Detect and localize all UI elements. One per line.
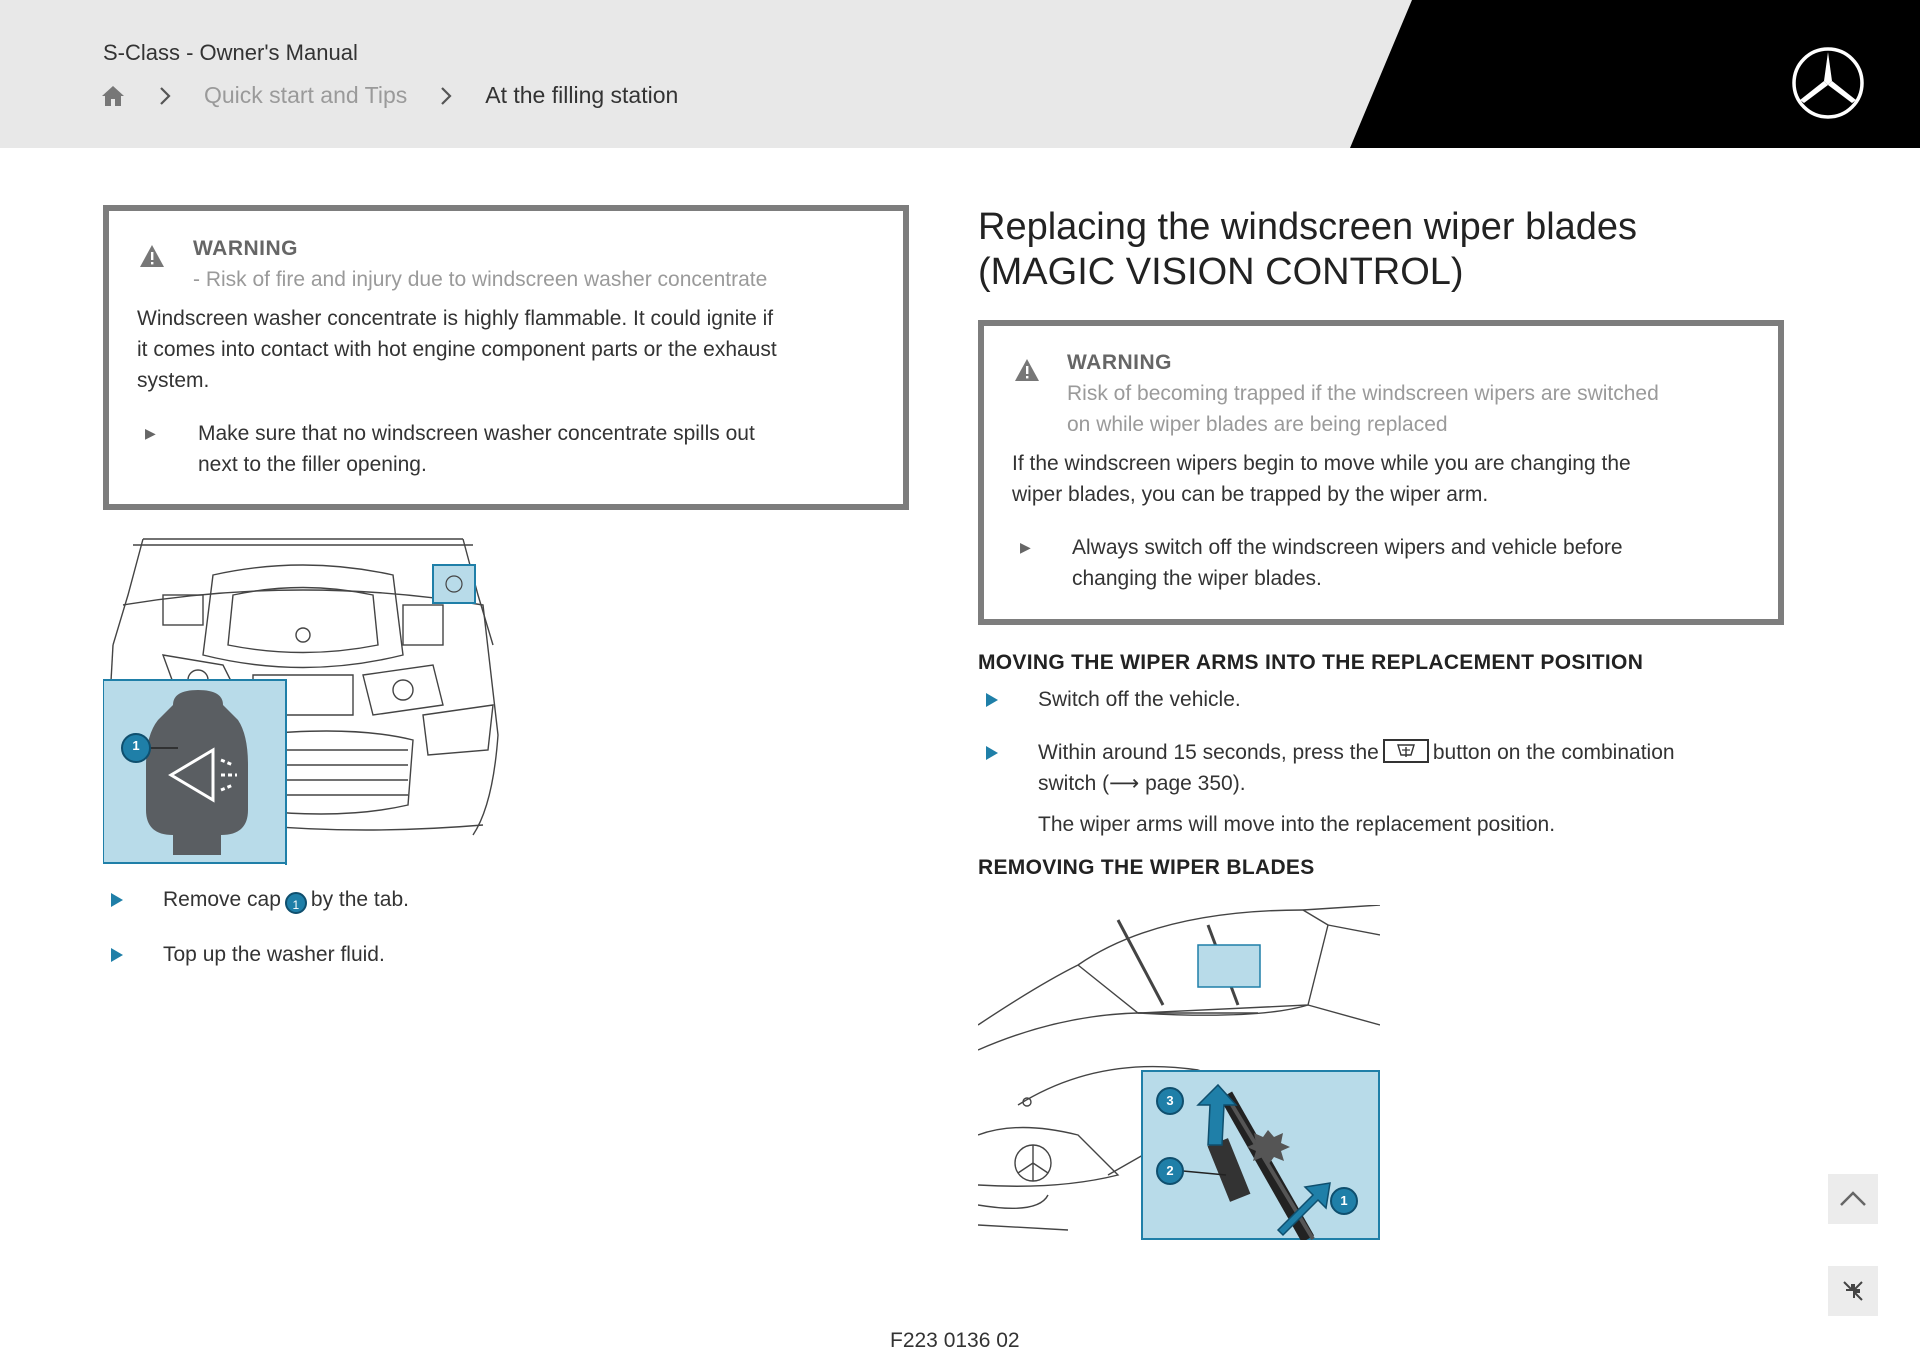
wiper-blade-illustration xyxy=(978,905,1380,1240)
bullet-arrow-icon: ▶ xyxy=(1020,539,1031,555)
chevron-right-icon xyxy=(156,85,174,107)
mercedes-star-logo[interactable] xyxy=(1790,45,1866,121)
warning-body: If the windscreen wipers begin to move while you are changing the wiper blades, you can be trapped by the wiper arm. xyxy=(1012,452,1631,506)
subheading-replacement-position: MOVING THE WIPER ARMS INTO THE REPLACEMENT POSITION xyxy=(978,651,1644,674)
section-title: Replacing the windscreen wiper blades (MAGIC VISION CONTROL) xyxy=(978,206,1638,293)
callout-number: 1 xyxy=(132,738,140,753)
callout-badge: 1 xyxy=(285,892,307,914)
manual-title: S-Class - Owner's Manual xyxy=(103,40,358,65)
callout-number: 2 xyxy=(1166,1163,1174,1178)
subheading-removing-blades: REMOVING THE WIPER BLADES xyxy=(978,856,1315,879)
collapse-arrows-icon xyxy=(1840,1278,1866,1304)
result-replacement-position: The wiper arms will move into the replacement position. xyxy=(1038,813,1556,836)
warning-subtitle: - Risk of fire and injury due to windscreen washer concentrate xyxy=(193,268,768,291)
bullet-arrow-icon: ▶ xyxy=(145,425,156,441)
engine-bay-illustration xyxy=(103,535,503,865)
warning-title: WARNING xyxy=(193,237,298,260)
warning-action: Make sure that no windscreen washer concentrate spills out next to the filler opening. xyxy=(198,422,755,476)
figure-code: F223 0136 02 xyxy=(890,1329,1020,1352)
callout-number: 3 xyxy=(1166,1093,1174,1108)
warning-triangle-icon xyxy=(139,244,165,268)
step-switch-off: Switch off the vehicle. xyxy=(1038,688,1241,711)
step-arrow-icon xyxy=(985,692,999,708)
breadcrumb-link-quick-start[interactable]: Quick start and Tips xyxy=(204,82,408,108)
step-arrow-icon xyxy=(110,892,124,908)
step-arrow-icon xyxy=(110,947,124,963)
warning-action: Always switch off the windscreen wipers and vehicle before changing the wiper blades. xyxy=(1072,536,1623,590)
wiper-button-icon xyxy=(1383,739,1429,763)
warning-title: WARNING xyxy=(1067,351,1172,374)
warning-triangle-icon xyxy=(1014,358,1040,382)
warning-body: Windscreen washer concentrate is highly flammable. It could ignite if it comes into contact with hot engine component parts or the exhaust system. xyxy=(137,307,777,392)
step-top-up: Top up the washer fluid. xyxy=(163,943,385,966)
chevron-right-icon xyxy=(437,85,455,107)
scroll-up-button[interactable] xyxy=(1828,1174,1878,1224)
breadcrumb-current: At the filling station xyxy=(485,82,679,108)
callout-number: 1 xyxy=(1340,1193,1348,1208)
step-arrow-icon xyxy=(985,745,999,761)
chevron-up-icon xyxy=(1838,1189,1868,1209)
expand-button[interactable] xyxy=(1828,1266,1878,1316)
step-remove-cap: Remove cap 1 by the tab. xyxy=(163,888,409,912)
step-press-button: Within around 15 seconds, press the button on the combination switch (⟶ page 350). xyxy=(1038,741,1675,795)
header-black-panel xyxy=(0,0,1920,148)
warning-subtitle: Risk of becoming trapped if the windscreen wipers are switched on while wiper blades are being replaced xyxy=(1067,382,1659,436)
home-icon[interactable] xyxy=(100,83,126,109)
breadcrumb xyxy=(100,82,678,109)
